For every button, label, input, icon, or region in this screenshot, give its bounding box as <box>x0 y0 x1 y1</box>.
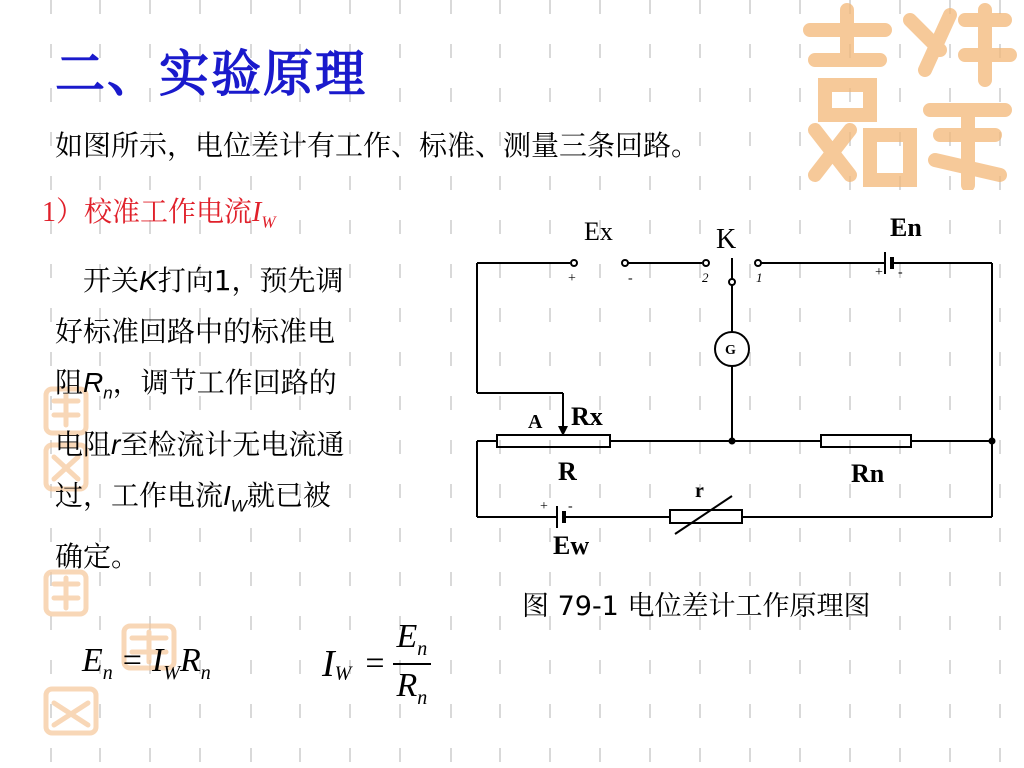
label-r-big: R <box>558 457 577 486</box>
eq2-den-sub: n <box>417 686 428 709</box>
resistor-rn <box>821 435 911 447</box>
eq2-fraction <box>393 618 432 710</box>
label-ex-plus: + <box>568 271 576 286</box>
label-ex: Ex <box>584 217 613 246</box>
eq1-i-sub: W <box>163 661 180 684</box>
eq2-numerator <box>393 618 432 661</box>
section-var: I <box>252 197 262 228</box>
para-part-3: ，调节工作回路的电阻 <box>55 366 337 461</box>
equation-iw <box>322 618 431 710</box>
switch-k-pivot <box>729 279 735 285</box>
label-k-2: 2 <box>702 270 709 285</box>
label-rx: Rx <box>571 402 603 431</box>
terminal-ex-plus <box>571 260 577 266</box>
junction-dot-right <box>989 438 996 445</box>
resistor-r-slide <box>497 435 610 447</box>
para-iw-sub: W <box>230 496 247 516</box>
slide-title: 二、实验原理 <box>55 45 367 103</box>
equation-en <box>82 642 211 685</box>
label-ew-minus: - <box>568 499 573 514</box>
watermark-seal-large <box>790 0 1020 190</box>
terminal-ex-minus <box>622 260 628 266</box>
eq2-i-sub: W <box>334 662 352 685</box>
label-rn: Rn <box>851 459 885 488</box>
eq2-num-e: E <box>396 618 418 655</box>
eq1-e: E <box>82 642 103 679</box>
para-part-4: 至检流计无电流通过，工作电流 <box>55 427 345 512</box>
section-number: 1） <box>42 197 85 228</box>
section-heading <box>42 190 276 233</box>
circuit-diagram <box>470 210 1010 570</box>
eq2-i: I <box>322 642 335 685</box>
eq1-equals: = <box>122 642 142 679</box>
label-g: G <box>725 343 736 358</box>
eq1-e-sub: n <box>102 661 113 684</box>
label-a: A <box>528 411 543 433</box>
intro-text: 如图所示，电位差计有工作、标准、测量三条回路。 <box>55 129 700 162</box>
para-part-2: 打向1，预先调好标准回路中的标准电阻 <box>55 264 344 399</box>
eq2-num-sub: n <box>417 637 428 660</box>
para-rn-sub: n <box>103 383 113 403</box>
section-text: 校准工作电流 <box>84 195 253 228</box>
label-en: En <box>890 213 922 242</box>
eq1-i: I <box>151 642 164 679</box>
terminal-k-2 <box>703 260 709 266</box>
para-part-1: 开关 <box>83 264 140 297</box>
eq1-r-sub: n <box>200 661 211 684</box>
junction-dot-center <box>729 438 736 445</box>
para-rn: R <box>83 367 104 398</box>
eq2-fraction-bar <box>393 663 432 665</box>
figure-caption: 图 79-1 电位差计工作原理图 <box>522 591 871 622</box>
para-part-5: 就已被确定。 <box>55 478 331 574</box>
section-var-sub: W <box>261 212 276 232</box>
label-en-minus: - <box>898 265 903 280</box>
watermark-seal-small-4 <box>42 685 100 737</box>
eq2-den-r: R <box>396 666 418 704</box>
terminal-k-1 <box>755 260 761 266</box>
para-iw: I <box>223 479 231 511</box>
description-paragraph <box>55 255 355 582</box>
resistor-r-variable <box>670 510 742 523</box>
label-ew: Ew <box>553 531 590 560</box>
label-en-plus: + <box>875 265 883 280</box>
label-k: K <box>716 224 737 255</box>
eq1-r: R <box>179 642 201 679</box>
label-ew-plus: + <box>540 499 548 514</box>
label-ex-minus: - <box>628 271 633 286</box>
label-r-small: r <box>695 480 704 502</box>
eq2-denominator <box>393 667 432 710</box>
para-k: K <box>139 265 158 296</box>
eq2-equals: = <box>365 644 385 682</box>
para-r: r <box>111 428 121 460</box>
label-k-1: 1 <box>756 270 763 285</box>
